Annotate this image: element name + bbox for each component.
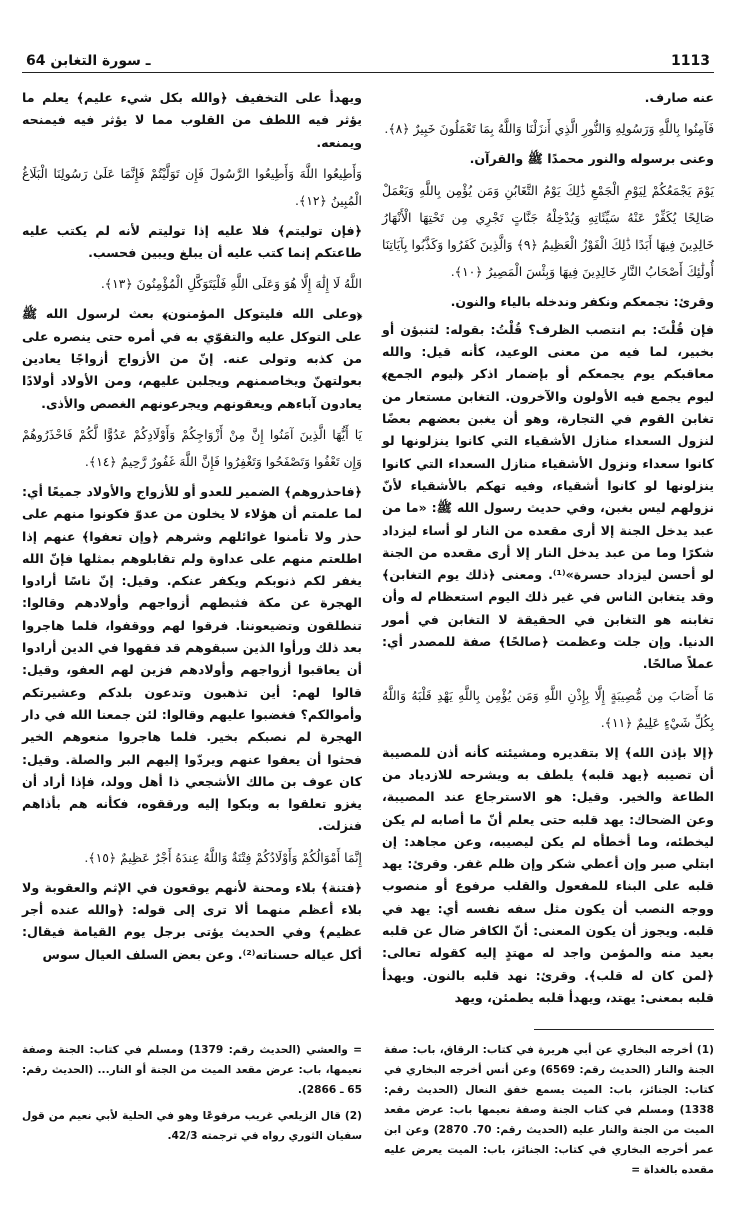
text-paragraph: وعنى برسوله والنور محمدًا ﷺ والقرآن. bbox=[469, 151, 714, 167]
footnotes-right bbox=[384, 1040, 714, 1186]
text-paragraph: فإن قُلْتَ: بم انتصب الظرف؟ قُلْتُ: بقوله: لتنبؤن أو بخبير، لما فيه من معنى الوعيد، كأنه قيل: والله معاقبكم يوم يجمعكم أو بإضمار اذكر ﴿ليوم الجمع﴾ ليوم يجمع فيه الأولون والآخرون. التغابن مستعار من تغابن القوم في التجارة، وهو أن يغبن بعضهم بعضًا لنزول السعداء منازل الأشقياء التي كانوا ينزلونها لو كانوا سعداء ونزول الأشقياء منازل السعداء التي كانوا ينزلونها لو كانوا أشقياء، وفيه تهكم بالأشقياء لأنّ نزولهم ليس بغبن، وفي حديث رسول الله ﷺ: «ما من عبد يدخل الجنة إلا أرى مقعده من النار لو أساء ليزداد شكرًا وما من عبد يدخل النار إلا أرى مقعده من الجنة لو أحسن ليزداد حسرة»⁽¹⁾. ومعنى ﴿ذلك يوم التغابن﴾ وقد يتغابن الناس في غير ذلك اليوم استعظام له وأن تغابنه هو التغابن في الحقيقة لا التغابن في أمور الدنيا. وإن جلت وعظمت ﴿صالحًا﴾ صفة للمصدر أي: عملاً صالحًا. bbox=[382, 321, 714, 672]
text-paragraph: وقرئ: نجمعكم ونكفر وندخله بالياء والنون. bbox=[450, 293, 714, 309]
footnote-separator bbox=[534, 1029, 714, 1030]
text-paragraph: ﴿وعلى الله فليتوكل المؤمنون﴾ بعث لرسول الله ﷺ على التوكل عليه والتقوّي به في أمره حتى ينصره على من كذبه وتولى عنه. إنّ من الأزواج أزواجًا يعادين بعولتهنّ ويخاصمنهم ويجلبن عليهم، ومن الأولاد أولادًا يعادون آباءهم ويعقونهم ويجرعونهم الغصص والأذى. bbox=[22, 306, 362, 411]
text-paragraph: عنه صارف. bbox=[644, 90, 714, 105]
left-column bbox=[22, 87, 362, 972]
footnotes-left bbox=[22, 1040, 362, 1152]
quran-verse: اللَّهُ لَا إِلَٰهَ إِلَّا هُوَ وَعَلَى اللَّهِ فَلْيَتَوَكَّلِ الْمُؤْمِنُونَ ﴿١٣﴾. bbox=[100, 276, 362, 292]
text-paragraph: ﴿إلا بإذن الله﴾ إلا بتقديره ومشيئته كأنه أذن للمصيبة أن تصيبه ﴿يهد قلبه﴾ يلطف به ويشرحه للازدياد من الطاعة والخير. وقيل: هو الاسترجاع عند المصيبة، وعن الضحاك: يهد قلبه حتى يعلم أنّ ما أصابه لم يكن ليخطئه، وما أخطأه لم يكن ليصيبه، وعن مجاهد: إن ابتلي صبر وإن أعطي شكر وإن ظلم غفر. وقرئ: يهد قلبه على البناء للمفعول والقلب مرفوع أو منصوب ووجه النصب أن يكون مثل سفه نفسه أي: يهد في قلبه. ويجوز أن يكون المعنى: أنّ الكافر ضال عن قلبه بعيد منه والمؤمن واجد له مهتدٍ إليه كقوله تعالى: ﴿لمن كان له قلب﴾. وقرئ: نهد قلبه بالنون. ويهدأ قلبه بمعنى: يهتد، ويهدأ قلبه يطمئن، ويهد bbox=[382, 744, 714, 1005]
footnotes-area bbox=[22, 1029, 714, 1186]
right-column bbox=[382, 87, 714, 1015]
quran-verse: مَا أَصَابَ مِن مُّصِيبَةٍ إِلَّا بِإِذْنِ اللَّهِ وَمَن يُؤْمِن بِاللَّهِ يَهْدِ قَلْبَهُ وَاللَّهُ بِكُلِّ شَيْءٍ عَلِيمٌ ﴿١١﴾. bbox=[382, 687, 714, 730]
surah-title: 64 ـ سورة التغابن bbox=[22, 52, 155, 72]
footnote: (2) قال الزيلعي غريب مرفوعًا وهو في الحلية لأبي نعيم من قول سفيان الثوري رواه في ترجمته 42/3. bbox=[22, 1110, 362, 1143]
text-paragraph: ويهدأ على التخفيف ﴿والله بكل شيء عليم﴾ يعلم ما يؤثر فيه اللطف من القلوب مما لا يؤثر فيه فيمنحه ويمنعه. bbox=[22, 90, 362, 150]
quran-verse: إِنَّمَا أَمْوَالُكُمْ وَأَوْلَادُكُمْ فِتْنَةٌ وَاللَّهُ عِندَهُ أَجْرٌ عَظِيمٌ ﴿١٥﴾. bbox=[84, 849, 362, 865]
quran-verse: فَآمِنُوا بِاللَّهِ وَرَسُولِهِ وَالنُّورِ الَّذِي أَنزَلْنَا وَاللَّهُ بِمَا تَعْمَلُونَ خَبِيرٌ ﴿٨﴾. bbox=[384, 121, 714, 137]
quran-verse: يَوْمَ يَجْمَعُكُمْ لِيَوْمِ الْجَمْعِ ذَٰلِكَ يَوْمُ التَّغَابُنِ وَمَن يُؤْمِن بِاللَّهِ وَيَعْمَلْ صَالِحًا يُكَفِّرْ عَنْهُ سَيِّئَاتِهِ وَيُدْخِلْهُ جَنَّاتٍ تَجْرِي مِن تَحْتِهَا الْأَنْهَارُ خَالِدِينَ فِيهَا أَبَدًا ذَٰلِكَ الْفَوْزُ الْعَظِيمُ ﴿٩﴾ وَالَّذِينَ كَفَرُوا وَكَذَّبُوا بِآيَاتِنَا أُولَٰئِكَ أَصْحَابُ النَّارِ خَالِدِينَ فِيهَا وَبِئْسَ الْمَصِيرُ ﴿١٠﴾. bbox=[382, 182, 714, 279]
footnotes bbox=[22, 1040, 714, 1186]
quran-verse: وَأَطِيعُوا اللَّهَ وَأَطِيعُوا الرَّسُولَ فَإِن تَوَلَّيْتُمْ فَإِنَّمَا عَلَىٰ رَسُولِنَا الْبَلَاغُ الْمُبِينُ ﴿١٢﴾. bbox=[22, 165, 362, 208]
quran-verse: يَا أَيُّهَا الَّذِينَ آمَنُوا إِنَّ مِنْ أَزْوَاجِكُمْ وَأَوْلَادِكُمْ عَدُوًّا لَّكُمْ فَاحْذَرُوهُمْ وَإِن تَعْفُوا وَتَصْفَحُوا وَتَغْفِرُوا فَإِنَّ اللَّهَ غَفُورٌ رَّحِيمٌ ﴿١٤﴾. bbox=[22, 426, 362, 469]
page-number: 1113 bbox=[667, 52, 714, 72]
text-paragraph: ﴿فإن توليتم﴾ فلا عليه إذا توليتم لأنه لم يكتب عليه طاعتكم إنما كتب عليه أن يبلغ ويبين فحسب. bbox=[22, 222, 362, 261]
footnote: (1) أخرجه البخاري عن أبي هريرة في كتاب: الرقاق، باب: صفة الجنة والنار (الحديث رقم: 6569) وعن أنس أخرجه البخاري في كتاب: الجنائز، باب: الميت يسمع خفق النعال (الحديث رقم: 1338) ومسلم في كتاب الجنة وصفة نعيمها باب: عرض مقعد الميت من الجنة والنار عليه (الحديث رقم: 70. 2870) وعن ابن عمر أخرجه البخاري في كتاب: الجنائز، باب: الميت يعرض عليه مقعده بالغداة = bbox=[384, 1044, 714, 1177]
footnote: = والعشي (الحديث رقم: 1379) ومسلم في كتاب: الجنة وصفة نعيمها، باب: عرض مقعد الميت من الجنة أو النار... (الحديث رقم: 65 ـ 2866). bbox=[22, 1044, 363, 1097]
text-paragraph: ﴿فاحذروهم﴾ الضمير للعدو أو للأزواج والأولاد جميعًا أي: لما علمتم أن هؤلاء لا يخلون من عدوّ فكونوا منهم على حذر ولا تأمنوا غوائلهم وشرهم ﴿وإن تعفوا﴾ عنهم إذا اطلعتم منهم على عداوة ولم تقابلوهم بمثلها فإنّ الله يغفر لكم ذنوبكم ويكفر عنكم. وقيل: إنّ ناسًا أرادوا الهجرة عن مكة فثبطهم أزواجهم وأولادهم وقالوا: تنطلقون وتضيعوننا. فرقوا لهم ووقفوا، فلما هاجروا بعد ذلك ورأوا الذين سبقوهم قد فقهوا في الدين أرادوا أن يعاقبوا أزواجهم وأولادهم فزين لهم العفو، وقيل: قالوا لهم: أين تذهبون وتدعون بلدكم وعشيرتكم وأموالكم؟ فغضبوا عليهم وقالوا: لئن جمعنا الله في دار الهجرة لم نصبكم بخير. فلما هاجروا منعوهم الخير فحثوا أن يعفوا عنهم ويردّوا إليهم البر والصلة. وقيل: كان عوف بن مالك الأشجعي ذا أهل وولد، فإذا أراد أن يغزو تعلقوا به وبكوا إليه ورققوه، فكأنه هم بأذاهم فنزلت. bbox=[22, 483, 362, 834]
page-header bbox=[22, 50, 714, 73]
body-columns bbox=[22, 87, 714, 1015]
text-paragraph: ﴿فتنة﴾ بلاء ومحنة لأنهم يوقعون في الإثم والعقوبة ولا بلاء أعظم منهما ألا ترى إلى قوله: ﴿والله عنده أجر عظيم﴾ وفي الحديث يؤتى برجل يوم القيامة فيقال: أكل عياله حسناته⁽²⁾. وعن بعض السلف العيال سوس bbox=[22, 879, 362, 962]
